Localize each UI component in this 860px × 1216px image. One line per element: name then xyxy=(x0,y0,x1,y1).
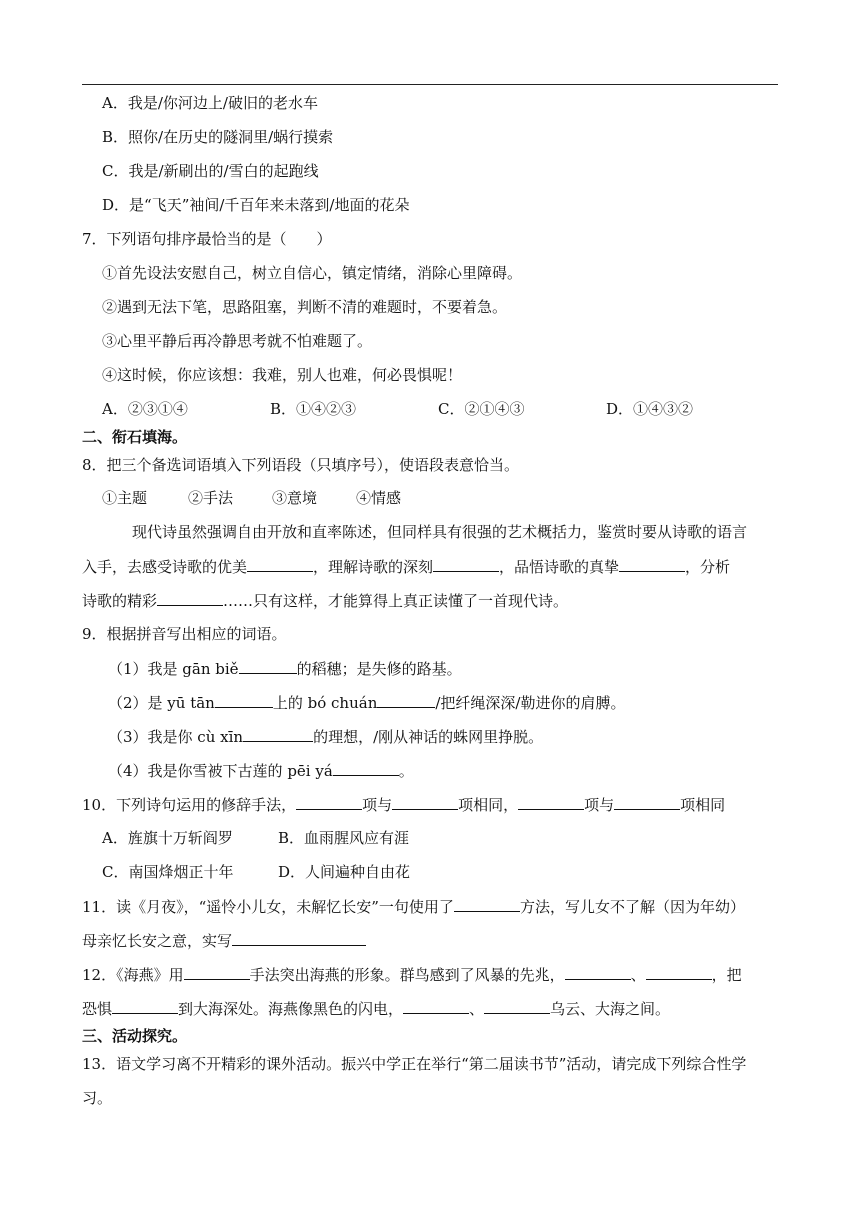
q7-stem: 7．下列语句排序最恰当的是（ ） xyxy=(82,230,332,248)
q10-option-b: B．血雨腥风应有涯 xyxy=(278,829,410,847)
q8-word-3: ③意境 xyxy=(272,489,318,507)
section-3-heading: 三、活动探究。 xyxy=(82,1027,188,1045)
q8-stem: 8．把三个备选词语填入下列语段（只填序号），使语段表意恰当。 xyxy=(82,456,520,474)
q11-line-2: 母亲忆长安之意，实写 xyxy=(82,930,366,951)
answer-blank[interactable] xyxy=(403,998,469,1014)
answer-blank[interactable] xyxy=(392,794,458,810)
q10-option-d: D．人间遍种自由花 xyxy=(278,863,411,881)
q7-option-a: A．②③①④ xyxy=(102,400,188,418)
q7-option-b: B．①④②③ xyxy=(270,400,357,418)
answer-blank[interactable] xyxy=(112,998,178,1014)
q10-option-a: A．旌旗十万斩阎罗 xyxy=(102,829,233,847)
header-rule xyxy=(82,84,778,85)
q11-line-1: 11．读《月夜》，“遥怜小儿女，未解忆长安”一句使用了 方法，写儿女不了解（因为年幼） xyxy=(82,898,745,916)
q8-passage-line-2: 入手，去感受诗歌的优美 ，理解诗歌的深刻 ，品悟诗歌的真挚 ，分析 xyxy=(82,558,731,576)
answer-blank[interactable] xyxy=(333,760,399,776)
answer-blank[interactable] xyxy=(619,556,685,572)
answer-blank[interactable] xyxy=(518,794,584,810)
answer-blank[interactable] xyxy=(232,930,366,946)
answer-blank[interactable] xyxy=(243,726,313,742)
q7-sentence-1: ①首先设法安慰自己，树立自信心，镇定情绪，消除心里障碍。 xyxy=(102,264,523,282)
q13-line-2: 习。 xyxy=(82,1089,113,1107)
answer-blank[interactable] xyxy=(184,964,250,980)
q7-option-c: C．②①④③ xyxy=(438,400,525,418)
answer-blank[interactable] xyxy=(377,692,435,708)
q9-item-3: （3）我是你 cù xīn 的理想，/刚从神话的蛛网里挣脱。 xyxy=(108,728,544,746)
answer-blank[interactable] xyxy=(646,964,712,980)
q9-item-2: （2）是 yū tān 上的 bó chuán /把纤绳深深/勒进你的肩膊。 xyxy=(108,694,626,712)
section-2-heading: 二、衔石填海。 xyxy=(82,428,188,446)
q7-sentence-2: ②遇到无法下笔，思路阻塞，判断不清的难题时，不要着急。 xyxy=(102,298,508,316)
answer-blank[interactable] xyxy=(296,794,362,810)
answer-blank[interactable] xyxy=(454,896,520,912)
q12-line-2: 恐惧 到大海深处。海燕像黑色的闪电， 、 乌云、大海之间。 xyxy=(82,1000,671,1018)
answer-blank[interactable] xyxy=(433,556,499,572)
q10-stem: 10．下列诗句运用的修辞手法， 项与 项相同， 项与 项相同 xyxy=(82,796,726,814)
q6-option-b: B．照你/在历史的隧洞里/蜗行摸索 xyxy=(102,128,334,146)
answer-blank[interactable] xyxy=(239,658,297,674)
answer-blank[interactable] xyxy=(215,692,273,708)
answer-blank[interactable] xyxy=(565,964,631,980)
q6-option-c: C．我是/新刷出的/雪白的起跑线 xyxy=(102,162,319,180)
answer-blank[interactable] xyxy=(157,590,223,606)
q8-passage-line-1: 现代诗虽然强调自由开放和直率陈述，但同样具有很强的艺术概括力，鉴赏时要从诗歌的语言 xyxy=(132,523,748,541)
q8-passage-line-3: 诗歌的精彩 ……只有这样，才能算得上真正读懂了一首现代诗。 xyxy=(82,592,569,610)
q8-word-4: ④情感 xyxy=(356,489,402,507)
answer-blank[interactable] xyxy=(247,556,313,572)
q7-sentence-4: ④这时候，你应该想：我难，别人也难，何必畏惧呢！ xyxy=(102,366,463,384)
q6-option-d: D．是“飞天”袖间/千百年来未落到/地面的花朵 xyxy=(102,196,410,214)
q9-item-4: （4）我是你雪被下古莲的 pēi yá 。 xyxy=(108,762,414,780)
q12-line-1: 12．《海燕》用 手法突出海燕的形象。群鸟感到了风暴的先兆， 、 ，把 xyxy=(82,966,742,984)
q6-option-a: A．我是/你河边上/破旧的老水车 xyxy=(102,94,318,112)
q7-sentence-3: ③心里平静后再冷静思考就不怕难题了。 xyxy=(102,332,373,350)
q8-word-2: ②手法 xyxy=(188,489,234,507)
answer-blank[interactable] xyxy=(614,794,680,810)
answer-blank[interactable] xyxy=(484,998,550,1014)
q13-line-1: 13．语文学习离不开精彩的课外活动。振兴中学正在举行“第二届读书节”活动，请完成下列综合性学 xyxy=(82,1055,747,1073)
q8-word-1: ①主题 xyxy=(102,489,148,507)
q10-option-c: C．南国烽烟正十年 xyxy=(102,863,234,881)
q9-item-1: （1）我是 gān biě 的稻穗；是失修的路基。 xyxy=(108,660,462,678)
q9-stem: 9．根据拼音写出相应的词语。 xyxy=(82,625,287,643)
q7-option-d: D．①④③② xyxy=(606,400,694,418)
